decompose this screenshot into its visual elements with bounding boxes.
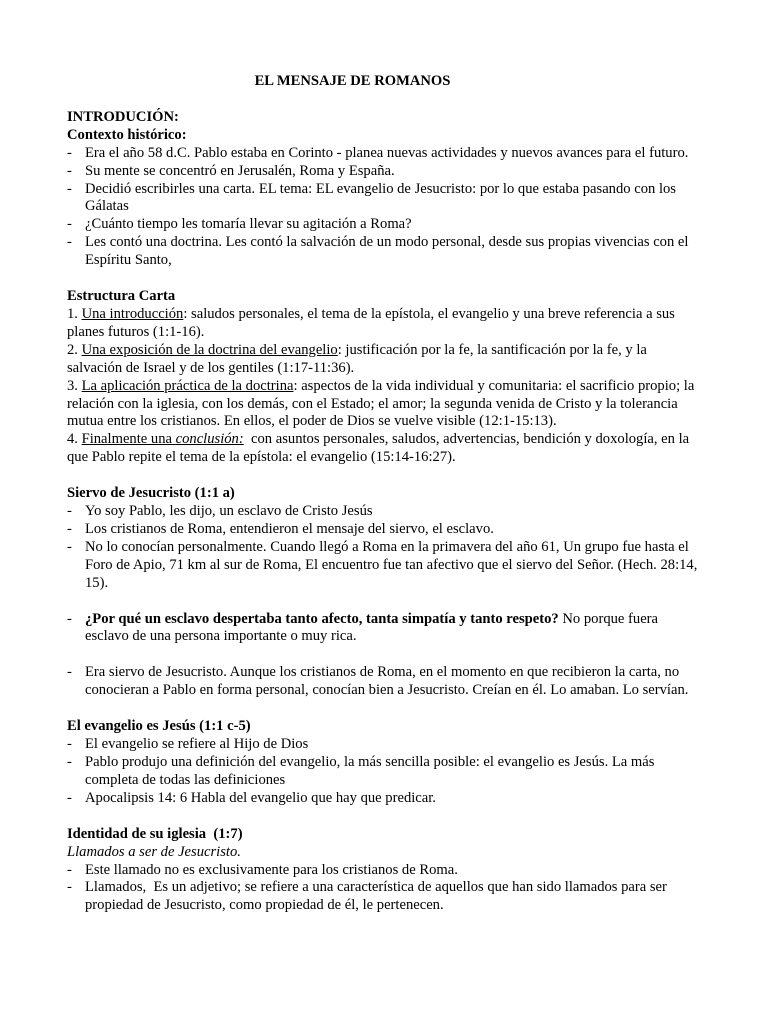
document-title [0, 73, 704, 91]
list-item: - No lo conocían personalmente. Cuando llegó a Roma en la primavera del año 61, Un grupo fue hasta el Foro de Apio, 71 km al sur de Roma, El encuentro fue tan afectivo que el siervo del Señor. (Hech. 28:14, 15). [67, 539, 703, 593]
identidad-subheading: Llamados a ser de Jesucristo. [67, 843, 241, 860]
siervo-question-list [67, 611, 703, 647]
answer-text: No porque fuera esclavo de una persona importante o muy rica. [85, 610, 659, 645]
list-item: - Llamados, Es un adjetivo; se refiere a una característica de aquellos que han sido llamados para ser propiedad de Jesucristo, como propiedad de él, le pertenecen. [67, 879, 703, 915]
estructura-paragraph-2 [67, 342, 703, 378]
list-item: - Su mente se concentró en Jerusalén, Roma y España. [67, 163, 703, 181]
intro-subheading: Contexto histórico: [67, 126, 187, 143]
list-item [67, 611, 703, 647]
paragraph-text: : justificación por la fe, la santificación por la fe, y la salvación de Israel y de los gentiles (1:17-11:36). [67, 341, 647, 376]
spacer [67, 700, 703, 718]
identidad-list [67, 862, 703, 916]
list-item: - ¿Cuánto tiempo les tomaría llevar su agitación a Roma? [67, 216, 703, 234]
title-text: EL MENSAJE DE ROMANOS [254, 73, 451, 89]
paragraph-text: : aspectos de la vida individual y comunitaria: el sacrificio propio; la relación con la iglesia, con los demás, con el Estado; el amor; la segunda venida de Cristo y la tolerancia mutua entre los cristianos. En ellos, el poder de Dios se vuelve visible (12:1-15:13). [67, 377, 695, 430]
intro-heading: INTRODUCIÓN: [67, 108, 179, 125]
identidad-heading: Identidad de su iglesia (1:7) [67, 825, 243, 842]
list-item: - Decidió escribirles una carta. EL tema: EL evangelio de Jesucristo: por lo que estaba pasando con los Gálatas [67, 181, 703, 217]
underlined-term: Finalmente una [81, 431, 176, 448]
siervo-list [67, 503, 703, 593]
estructura-heading: Estructura Carta [67, 288, 176, 305]
paragraph-text: : saludos personales, el tema de la epístola, el evangelio y una breve referencia a sus planes futuros (1:1-16). [67, 305, 675, 340]
list-item: - Este llamado no es exclusivamente para los cristianos de Roma. [67, 862, 703, 880]
evangelio-heading: El evangelio es Jesús (1:1 c-5) [67, 718, 251, 735]
estructura-paragraph-4 [67, 431, 703, 467]
spacer [67, 646, 703, 664]
item-number: 1. [67, 305, 82, 322]
list-item: - Era siervo de Jesucristo. Aunque los cristianos de Roma, en el momento en que recibieron la carta, no conocieran a Pablo en forma personal, conocían bien a Jesucristo. Creían en él. Lo amaban. Lo servían. [67, 664, 703, 700]
list-item: - Les contó una doctrina. Les contó la salvación de un modo personal, desde sus propias vivencias con el Espíritu Santo, [67, 234, 703, 270]
spacer [67, 593, 703, 611]
evangelio-list [67, 736, 703, 808]
list-item: - Los cristianos de Roma, entendieron el mensaje del siervo, el esclavo. [67, 521, 703, 539]
question-text: ¿Por qué un esclavo despertaba tanto afecto, tanta simpatía y tanto respeto? [85, 610, 559, 627]
list-item: - El evangelio se refiere al Hijo de Dios [67, 736, 703, 754]
list-item: - Apocalipsis 14: 6 Habla del evangelio que hay que predicar. [67, 790, 703, 808]
spacer [67, 808, 703, 826]
estructura-paragraph-3 [67, 378, 703, 432]
document-body [67, 73, 703, 915]
siervo-last-list [67, 664, 703, 700]
list-item: - Pablo produjo una definición del evangelio, la más sencilla posible: el evangelio es Jesús. La más completa de todas las definiciones [67, 754, 703, 790]
intro-list [67, 145, 703, 270]
item-number: 3. [67, 377, 82, 394]
spacer [67, 467, 703, 485]
list-item: - Yo soy Pablo, les dijo, un esclavo de Cristo Jesús [67, 503, 703, 521]
underlined-term: Una introducción [81, 305, 184, 322]
item-number: 4. [67, 431, 82, 448]
estructura-paragraph-1 [67, 306, 703, 342]
list-item: - Era el año 58 d.C. Pablo estaba en Corinto - planea nuevas actividades y nuevos avances para el futuro. [67, 145, 703, 163]
underlined-italic-term: conclusión: [175, 431, 244, 448]
spacer [67, 270, 703, 288]
item-number: 2. [67, 341, 82, 358]
underlined-term: La aplicación práctica de la doctrina [81, 377, 294, 394]
siervo-heading: Siervo de Jesucristo (1:1 a) [67, 485, 235, 502]
paragraph-text: con asuntos personales, saludos, advertencias, bendición y doxología, en la que Pablo repite el tema de la epístola: el evangelio (15:14-16:27). [67, 431, 693, 466]
underlined-term: Una exposición de la doctrina del evangelio [81, 341, 338, 358]
